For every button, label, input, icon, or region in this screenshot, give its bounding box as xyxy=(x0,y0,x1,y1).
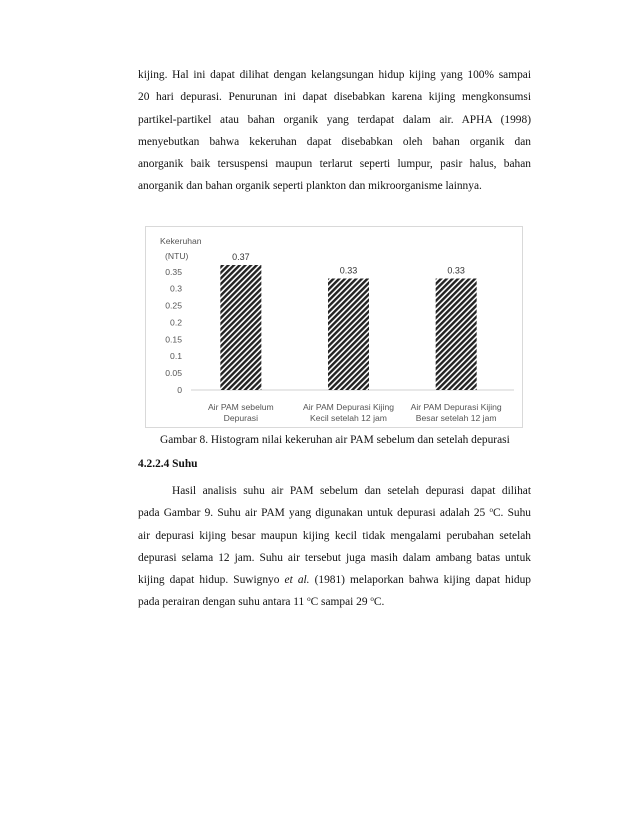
bar xyxy=(220,265,261,390)
data-label: 0.37 xyxy=(232,252,250,262)
y-tick-label: 0.25 xyxy=(165,300,182,311)
data-label: 0.33 xyxy=(447,265,465,276)
text-line: pada Gambar 9. Suhu air PAM yang digunakan untuk depurasi adalah 25 $^o$C. Suhu xyxy=(138,506,532,520)
section-heading: 4.2.2.4 Suhu xyxy=(138,458,198,470)
text-line: partikel-partikel atau bahan organik yang terdapat dalam air. APHA (1998) xyxy=(138,113,531,126)
bar xyxy=(328,279,369,390)
y-tick-label: 0.35 xyxy=(165,266,182,277)
y-tick-label: 0.05 xyxy=(165,368,182,379)
y-tick-label: 0 xyxy=(177,385,182,395)
y-axis-label: Kekeruhan xyxy=(160,236,202,246)
turbidity-chart xyxy=(145,226,523,428)
text-line: anorganik baik tersuspensi maupun terlarut seperti lumpur, pasir halus, bahan xyxy=(138,158,531,171)
x-tick-label: Air PAM sebelum xyxy=(207,402,274,412)
text-line: menyebutkan bahwa kekeruhan dapat disebabkan oleh bahan organik dan xyxy=(138,135,531,148)
figure-caption: Gambar 8. Histogram nilai kekeruhan air PAM sebelum dan setelah depurasi xyxy=(160,434,510,446)
text-line: anorganik dan bahan organik seperti plankton dan mikroorganisme lainnya. xyxy=(138,180,482,193)
x-tick-label: Depurasi xyxy=(223,413,259,423)
y-axis-label-unit: (NTU) xyxy=(165,251,189,261)
text-line: air depurasi kijing besar maupun kijing kecil tidak mengalami perubahan setelah xyxy=(138,529,531,542)
y-tick-label: 0.1 xyxy=(170,351,182,362)
bar xyxy=(436,279,477,390)
text-line: Hasil analisis suhu air PAM sebelum dan setelah depurasi dapat dilihat xyxy=(172,485,531,497)
y-tick-label: 0.15 xyxy=(165,334,182,345)
text-line: kijing dapat hidup. Suwignyo et al. (1981) melaporkan bahwa kijing dapat hidup xyxy=(138,574,532,587)
x-tick-label: Besar setelah 12 jam xyxy=(415,413,497,423)
text-line: pada perairan dengan suhu antara 11 $^o$C sampai 29 $^o$C. xyxy=(138,595,385,609)
x-tick-label: Kecil setelah 12 jam xyxy=(310,413,387,423)
y-tick-label: 0.3 xyxy=(170,283,182,294)
paragraph-turbidity xyxy=(138,64,531,198)
y-tick-label: 0.2 xyxy=(170,317,182,328)
data-label: 0.33 xyxy=(339,265,358,276)
text-line: 20 hari depurasi. Penurunan ini dapat disebabkan karena kijing mengkonsumsi xyxy=(138,91,531,104)
text-line: kijing. Hal ini dapat dilihat dengan kelangsungan hidup kijing yang 100% sampai xyxy=(138,69,531,81)
chart-svg xyxy=(146,227,522,427)
text-line: depurasi selama 12 jam. Suhu air tersebut juga masih dalam ambang batas untuk xyxy=(138,551,531,564)
paragraph-temperature xyxy=(138,480,531,614)
x-tick-label: Air PAM Depurasi Kijing xyxy=(302,402,395,412)
x-tick-label: Air PAM Depurasi Kijing xyxy=(410,402,502,412)
